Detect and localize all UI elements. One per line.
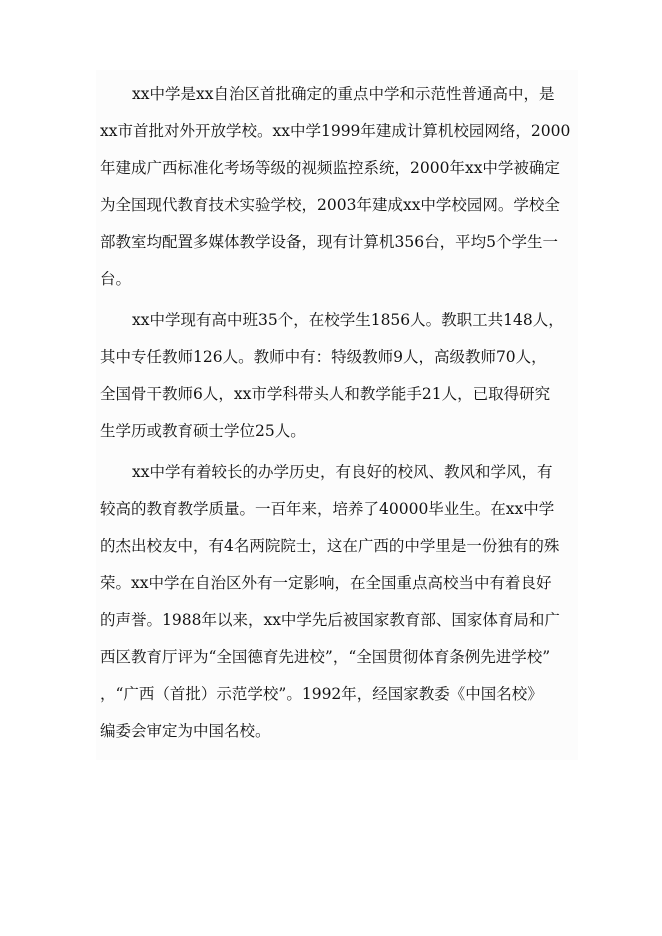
paragraph-line: 荣。xx中学在自治区外有一定影响，在全国重点高校当中有着良好 bbox=[100, 574, 552, 592]
paragraph-line: 较高的教育教学质量。一百年来，培养了40000毕业生。在xx中学 bbox=[100, 500, 555, 518]
paragraph-line: 编委会审定为中国名校。 bbox=[100, 722, 271, 740]
paragraph-line: 年建成广西标准化考场等级的视频监控系统，2000年xx中学被确定 bbox=[100, 159, 560, 177]
paragraph-1 bbox=[100, 76, 574, 298]
paragraph-line: 其中专任教师126人。教师中有：特级教师9人，高级教师70人， bbox=[100, 348, 547, 366]
paragraph-line: ，“广西（首批）示范学校”。1992年，经国家教委《中国名校》 bbox=[100, 685, 543, 703]
paragraph-line: xx中学有着较长的办学历史，有良好的校风、教风和学风，有 bbox=[132, 463, 553, 481]
paragraph-line: xx中学现有高中班35个，在校学生1856人。教职工共148人， bbox=[132, 311, 564, 329]
paragraph-line: 部教室均配置多媒体教学设备，现有计算机356台，平均5个学生一 bbox=[100, 233, 558, 251]
paragraph-2 bbox=[100, 302, 574, 450]
paragraph-line: 全国骨干教师6人，xx市学科带头人和教学能手21人，已取得研究 bbox=[100, 385, 551, 403]
paragraph-line: 生学历或教育硕士学位25人。 bbox=[100, 422, 306, 440]
paragraph-line: 西区教育厅评为“全国德育先进校”，“全国贯彻体育条例先进学校” bbox=[100, 648, 551, 666]
paragraph-line: 的杰出校友中，有4名两院院士，这在广西的中学里是一份独有的殊 bbox=[100, 537, 560, 555]
paragraph-line: xx中学是xx自治区首批确定的重点中学和示范性普通高中，是 bbox=[132, 85, 555, 103]
body-text bbox=[96, 70, 578, 760]
paragraph-line: 为全国现代教育技术实验学校，2003年建成xx中学校园网。学校全 bbox=[100, 196, 560, 214]
paragraph-line: xx市首批对外开放学校。xx中学1999年建成计算机校园网络，2000 bbox=[100, 122, 571, 140]
paragraph-line: 的声誉。1988年以来，xx中学先后被国家教育部、国家体育局和广 bbox=[100, 611, 560, 629]
paragraph-line: 台。 bbox=[100, 270, 132, 288]
paragraph-3 bbox=[100, 454, 574, 750]
